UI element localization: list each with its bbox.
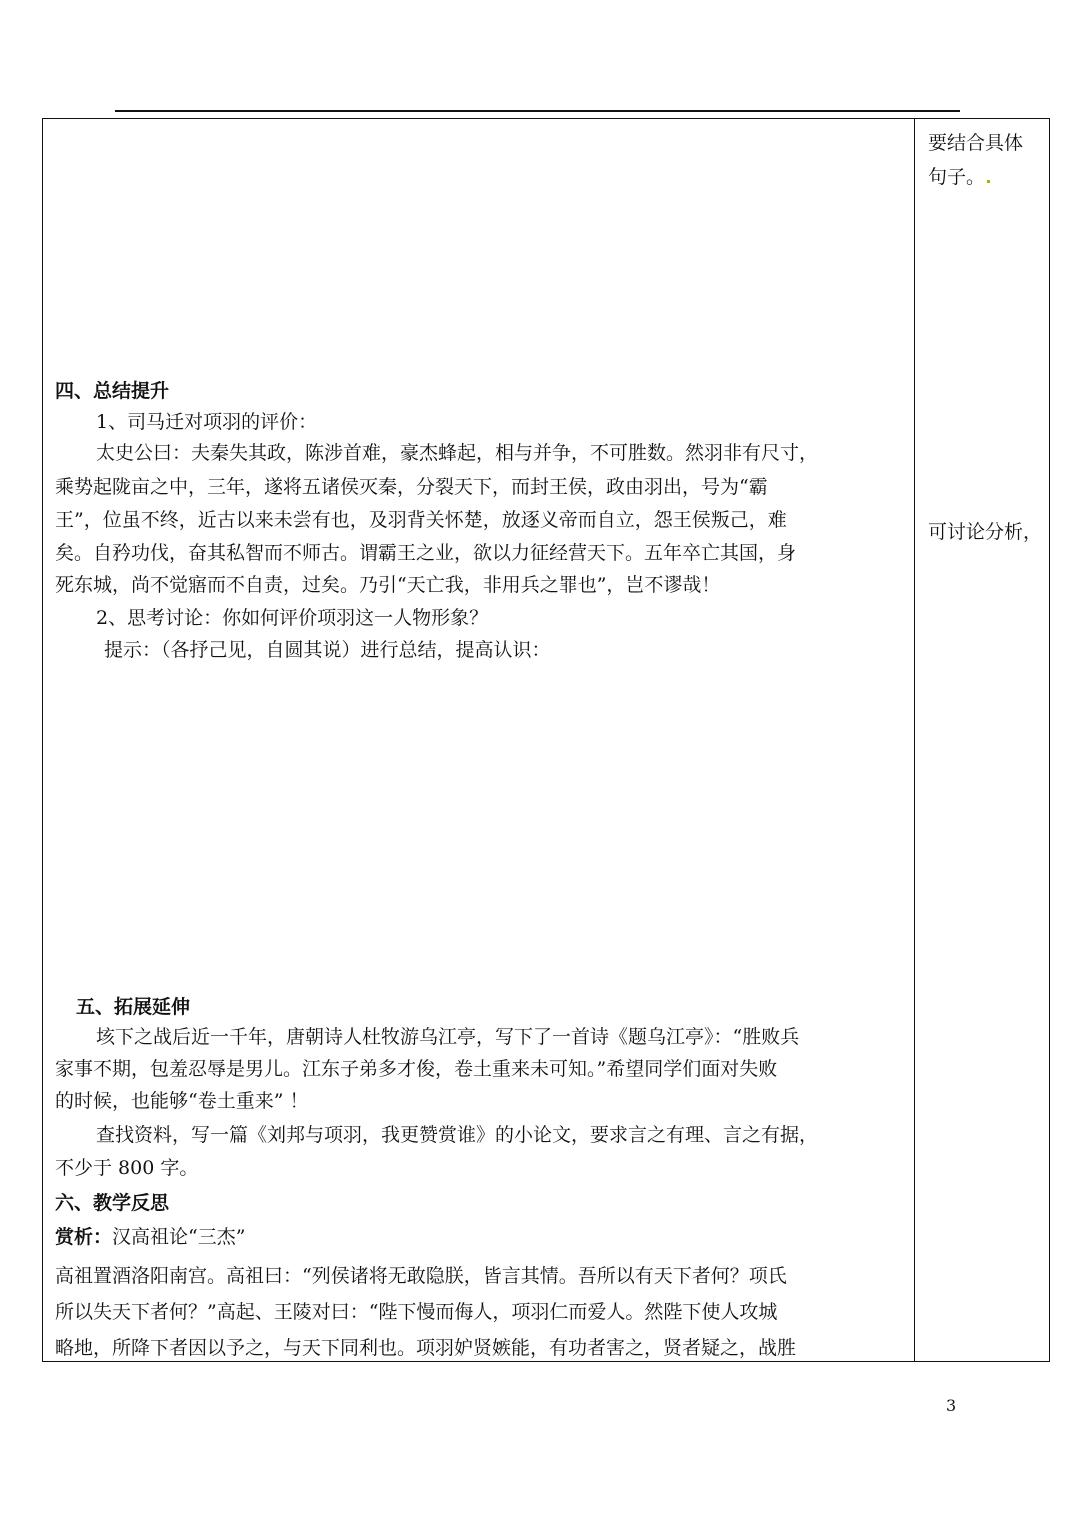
- appreciation-title: 汉高祖论“三杰”: [112, 1226, 246, 1248]
- column-divider: [914, 118, 915, 1362]
- section6-heading: 六、教学反思: [55, 1192, 170, 1214]
- page-number: 3: [946, 1396, 957, 1415]
- section5-para1-line: 家事不期，包羞忍辱是男儿。江东子弟多才俊，卷土重来未可知。”希望同学们面对失败: [55, 1058, 778, 1080]
- side-note-2: 可讨论分析，: [928, 521, 1043, 543]
- section4-hint: 提示：（各抒己见，自圆其说）进行总结，提高认识：: [104, 639, 551, 661]
- section6-text-line: 所以失天下者何？”高起、王陵对曰：“陛下慢而侮人，项羽仁而爱人。然陛下使人攻城: [55, 1301, 778, 1323]
- section5-heading: 五、拓展延伸: [76, 996, 191, 1018]
- side-note-1-line-1: 要结合具体: [928, 132, 1024, 154]
- section4-heading: 四、总结提升: [55, 380, 170, 402]
- section4-quote-line: 乘势起陇亩之中，三年，遂将五诸侯灭秦，分裂天下，而封王侯，政由羽出，号为“霸: [55, 476, 768, 498]
- section4-quote-line: 王”，位虽不终，近古以来未尝有也，及羽背关怀楚，放逐义帝而自立，怨王侯叛己，难: [55, 509, 787, 531]
- section4-item1: 1、司马迁对项羽的评价：: [96, 411, 318, 433]
- side-note-1-line-2: [928, 162, 990, 189]
- section4-quote-line: 死东城，尚不觉寤而不自责，过矣。乃引“天亡我，非用兵之罪也”，岂不谬哉！: [55, 574, 721, 596]
- section5-para2-line: 查找资料，写一篇《刘邦与项羽，我更赞赏谁》的小论文，要求言之有理、言之有据，: [96, 1124, 819, 1146]
- appreciation-line: [55, 1222, 245, 1249]
- section4-item2: 2、思考讨论：你如何评价项羽这一人物形象？: [96, 607, 489, 629]
- section5-para1-line: 垓下之战后近一千年，唐朝诗人杜牧游乌江亭，写下了一首诗《题乌江亭》：“胜败兵: [96, 1026, 800, 1048]
- section5-para2-line: 不少于 800 字。: [55, 1157, 199, 1179]
- section6-text-line: 略地，所降下者因以予之，与天下同利也。项羽妒贤嫉能，有功者害之，贤者疑之，战胜: [55, 1337, 797, 1359]
- section4-quote-line: 矣。自矜功伐，奋其私智而不师古。谓霸王之业，欲以力征经营天下。五年卒亡其国，身: [55, 542, 797, 564]
- side-note-1-line-2-text: 句子。: [928, 166, 986, 188]
- section5-para1-line: 的时候，也能够“卷土重来” ！: [55, 1090, 309, 1112]
- appreciation-label: 赏析：: [55, 1226, 113, 1248]
- highlight-mark: [987, 180, 990, 183]
- header-rule: [115, 110, 960, 112]
- section6-text-line: 高祖置酒洛阳南宫。高祖曰：“列侯诸将无敢隐朕，皆言其情。吾所以有天下者何？项氏: [55, 1265, 787, 1287]
- section4-quote-line: 太史公曰：夫秦失其政，陈涉首难，豪杰蜂起，相与并争，不可胜数。然羽非有尺寸，: [96, 442, 819, 464]
